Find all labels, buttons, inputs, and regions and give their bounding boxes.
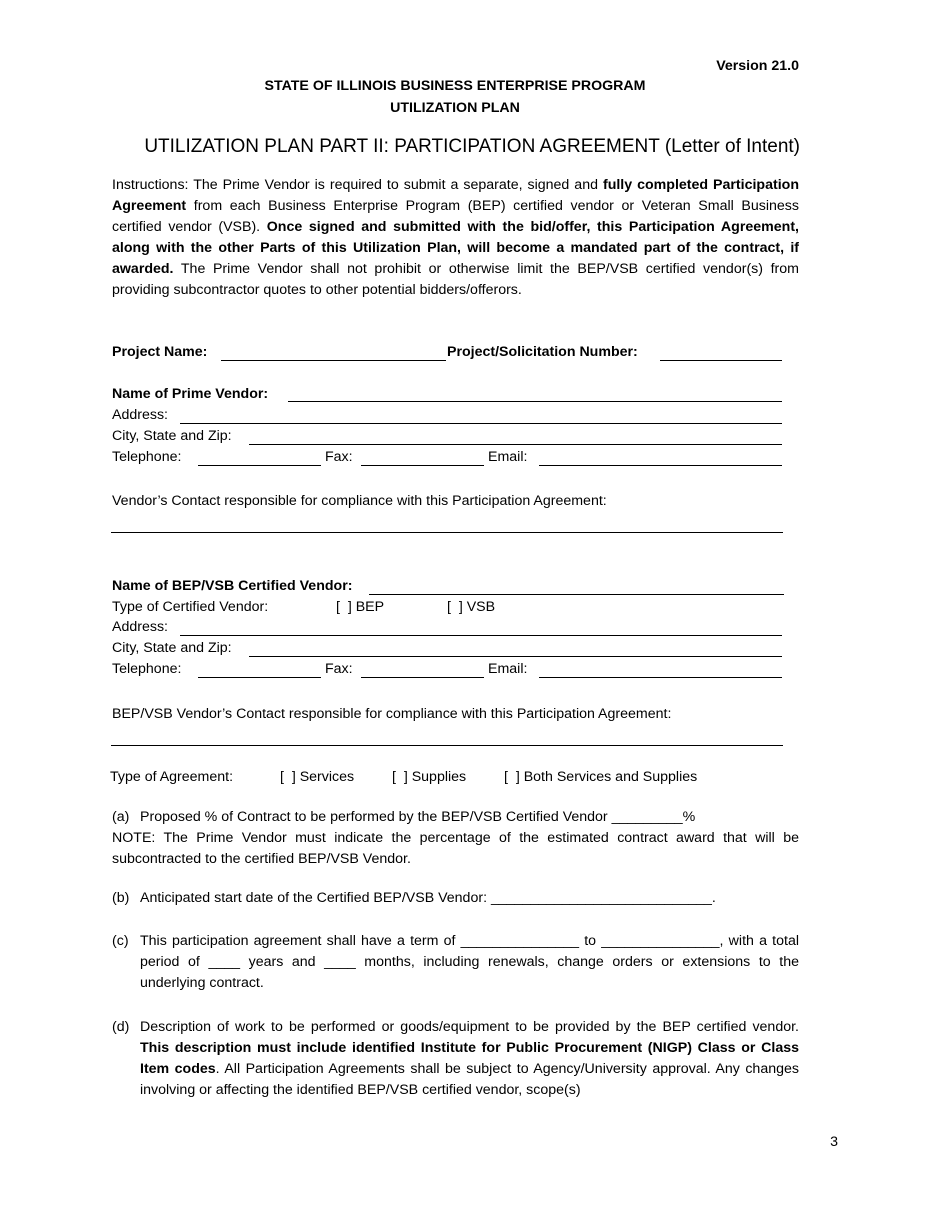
prime-fax-label: Fax: bbox=[325, 449, 353, 465]
instructions-bold-1: fully completed Participation Agreement bbox=[112, 177, 799, 214]
page-title: STATE OF ILLINOIS BUSINESS ENTERPRISE PROGRAM bbox=[264, 78, 646, 94]
agreement-type-label: Type of Agreement: bbox=[110, 769, 234, 785]
item-b-text: Anticipated start date of the Certified BEP/VSB Vendor: ____________________________. bbox=[140, 890, 716, 906]
agreement-both-checkbox[interactable]: [ ] Both Services and Supplies bbox=[504, 769, 698, 785]
item-a-note: NOTE: The Prime Vendor must indicate the percentage of the estimated contract award that will be subcontracted to the certified BEP/VSB Vendor. bbox=[112, 830, 799, 867]
prime-contact-field[interactable] bbox=[111, 532, 783, 533]
certified-telephone-field[interactable] bbox=[198, 677, 321, 678]
solicitation-number-label: Project/Solicitation Number: bbox=[447, 344, 638, 360]
project-name-field[interactable] bbox=[221, 360, 446, 361]
project-name-label: Project Name: bbox=[112, 344, 208, 360]
certified-contact-label: BEP/VSB Vendor’s Contact responsible for compliance with this Participation Agreement: bbox=[112, 706, 672, 722]
certified-contact-field[interactable] bbox=[111, 745, 783, 746]
agreement-supplies-checkbox[interactable]: [ ] Supplies bbox=[392, 769, 467, 785]
item-c-text: This participation agreement shall have a term of _______________ to _______________, with a total period of ____ years and ____ months, including renewals, change orders or extensions to the underlying contract. bbox=[140, 933, 799, 991]
certified-fax-label: Fax: bbox=[325, 661, 353, 677]
certified-fax-field[interactable] bbox=[361, 677, 484, 678]
certified-type-bep-checkbox[interactable]: [ ] BEP bbox=[336, 599, 385, 615]
certified-type-vsb-checkbox[interactable]: [ ] VSB bbox=[447, 599, 496, 615]
certified-email-label: Email: bbox=[488, 661, 528, 677]
item-d-paragraph bbox=[140, 1017, 799, 1101]
instructions-paragraph bbox=[112, 175, 799, 301]
prime-contact-label: Vendor’s Contact responsible for compliance with this Participation Agreement: bbox=[112, 493, 607, 509]
certified-city-label: City, State and Zip: bbox=[112, 640, 232, 656]
version-label: Version 21.0 bbox=[716, 58, 799, 74]
prime-address-label: Address: bbox=[112, 407, 168, 423]
item-c-marker: (c) bbox=[112, 933, 129, 949]
prime-email-field[interactable] bbox=[539, 465, 782, 466]
certified-address-field[interactable] bbox=[180, 635, 782, 636]
certified-type-label: Type of Certified Vendor: bbox=[112, 599, 269, 615]
certified-vendor-name-label: Name of BEP/VSB Certified Vendor: bbox=[112, 578, 353, 594]
prime-telephone-label: Telephone: bbox=[112, 449, 182, 465]
page-number: 3 bbox=[830, 1134, 838, 1150]
instructions-text-3: The Prime Vendor shall not prohibit or otherwise limit the BEP/VSB certified vendor(s) from providing subcontractor quotes to other potential bidders/offerors. bbox=[112, 261, 799, 298]
item-d-text-1: Description of work to be performed or goods/equipment to be provided by the BEP certified vendor. bbox=[140, 1019, 799, 1035]
prime-fax-field[interactable] bbox=[361, 465, 484, 466]
instructions-bold-2: Once signed and submitted with the bid/offer, this Participation Agreement, along with the other Parts of this Utilization Plan, will become a mandated part of the contract, if awarded. bbox=[112, 219, 799, 277]
prime-city-field[interactable] bbox=[249, 444, 782, 445]
prime-city-label: City, State and Zip: bbox=[112, 428, 232, 444]
item-d-marker: (d) bbox=[112, 1019, 130, 1035]
item-a-marker: (a) bbox=[112, 809, 130, 825]
item-d-text-2: . All Participation Agreements shall be subject to Agency/University approval. Any changes involving or affecting the identified BEP/VSB certified vendor, scope(s) bbox=[140, 1061, 799, 1098]
item-d-bold: This description must include identified Institute for Public Procurement (NIGP) Class or Class Item codes bbox=[140, 1040, 799, 1077]
certified-city-field[interactable] bbox=[249, 656, 782, 657]
certified-address-label: Address: bbox=[112, 619, 168, 635]
instructions-text-2: from each Business Enterprise Program (BEP) certified vendor or Veteran Small Business certified vendor (VSB). bbox=[112, 198, 799, 235]
item-a-text: Proposed % of Contract to be performed by the BEP/VSB Certified Vendor _________% bbox=[140, 809, 696, 825]
item-b-marker: (b) bbox=[112, 890, 130, 906]
instructions-text-1: Instructions: The Prime Vendor is required to submit a separate, signed and bbox=[112, 177, 603, 193]
page-title-line2: UTILIZATION PLAN bbox=[390, 100, 520, 116]
prime-vendor-name-field[interactable] bbox=[288, 401, 782, 402]
certified-telephone-label: Telephone: bbox=[112, 661, 182, 677]
prime-email-label: Email: bbox=[488, 449, 528, 465]
agreement-services-checkbox[interactable]: [ ] Services bbox=[280, 769, 355, 785]
solicitation-number-field[interactable] bbox=[660, 360, 782, 361]
prime-address-field[interactable] bbox=[180, 423, 782, 424]
prime-telephone-field[interactable] bbox=[198, 465, 321, 466]
page-subtitle: UTILIZATION PLAN PART II: PARTICIPATION AGREEMENT (Letter of Intent) bbox=[144, 136, 800, 157]
prime-vendor-name-label: Name of Prime Vendor: bbox=[112, 386, 269, 402]
certified-vendor-name-field[interactable] bbox=[369, 594, 784, 595]
certified-email-field[interactable] bbox=[539, 677, 782, 678]
